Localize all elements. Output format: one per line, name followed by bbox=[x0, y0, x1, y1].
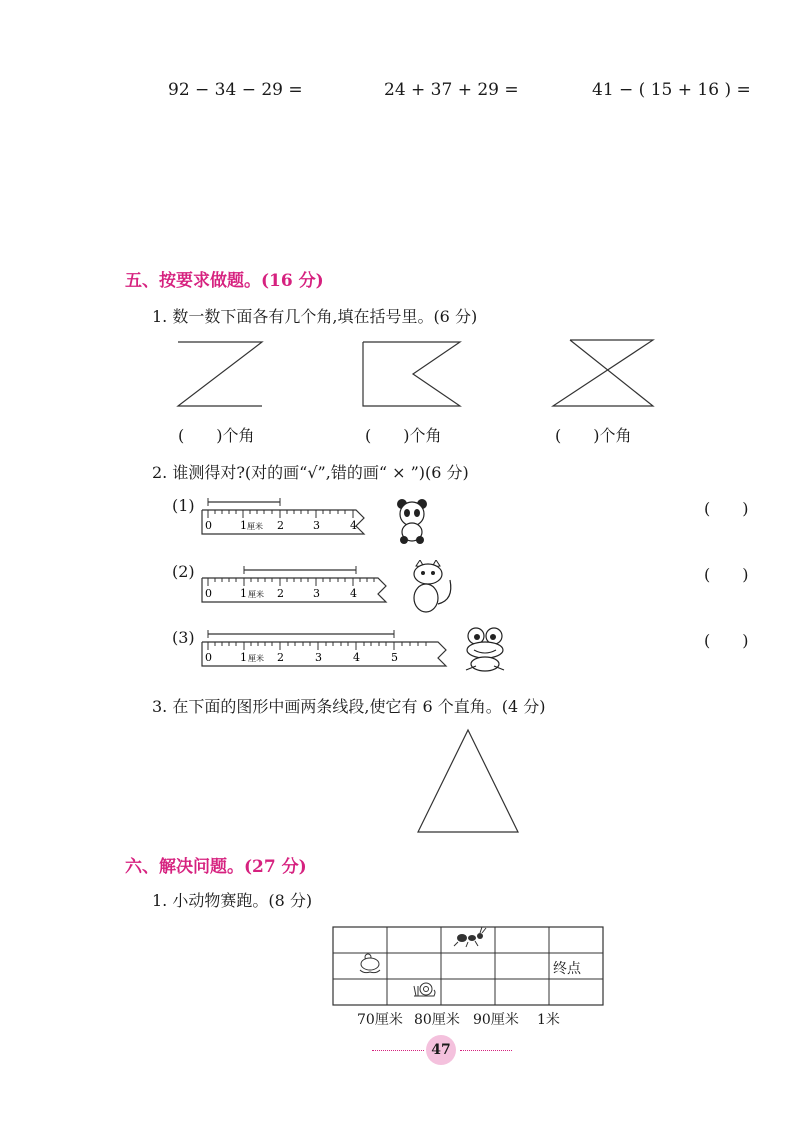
answer-blank-3[interactable]: ( )个角 bbox=[555, 426, 632, 445]
expression-1: 92 − 34 − 29 = bbox=[168, 80, 303, 100]
ruler-2-tick-1: 1 bbox=[240, 587, 247, 600]
ruler-1-tick-3: 3 bbox=[313, 519, 320, 532]
cat-illustration bbox=[406, 560, 458, 614]
ruler-2-tick-3: 3 bbox=[313, 587, 320, 600]
ruler-2-tick-0: 0 bbox=[205, 587, 212, 600]
ruler-1-tick-2: 2 bbox=[277, 519, 284, 532]
ruler-1-tick-1: 1 bbox=[240, 519, 247, 532]
ruler-3-tick-0: 0 bbox=[205, 651, 212, 664]
distance-label-70cm: 70厘米 bbox=[357, 1012, 403, 1028]
answer-paren-2[interactable]: ( ) bbox=[704, 565, 749, 584]
ruler-2-tick-4: 4 bbox=[350, 587, 357, 600]
finish-label: 终点 bbox=[553, 961, 581, 977]
ruler-2-unit: 厘米 bbox=[248, 590, 264, 599]
expression-3: 41 − ( 15 + 16 ) = bbox=[592, 80, 751, 100]
caterpillar-illustration bbox=[360, 954, 380, 973]
ruler-1-tick-0: 0 bbox=[205, 519, 212, 532]
distance-label-1m: 1米 bbox=[537, 1012, 560, 1028]
item-label-3: (3) bbox=[172, 628, 195, 647]
question-5-1-prompt: 1. 数一数下面各有几个角,填在括号里。(6 分) bbox=[152, 307, 478, 326]
ant-illustration bbox=[454, 927, 486, 947]
answer-blank-2[interactable]: ( )个角 bbox=[365, 426, 442, 445]
expression-2: 24 + 37 + 29 = bbox=[384, 80, 519, 100]
question-5-2-prompt: 2. 谁测得对?(对的画“√”,错的画“ × ”)(6 分) bbox=[152, 463, 469, 482]
footer-rule-right bbox=[460, 1050, 512, 1051]
item-label-1: (1) bbox=[172, 496, 195, 515]
ruler-1 bbox=[198, 496, 373, 544]
distance-label-90cm: 90厘米 bbox=[473, 1012, 519, 1028]
distance-label-80cm: 80厘米 bbox=[414, 1012, 460, 1028]
frog-illustration bbox=[460, 626, 512, 674]
question-5-3-prompt: 3. 在下面的图形中画两条线段,使它有 6 个直角。(4 分) bbox=[152, 697, 546, 716]
answer-paren-1[interactable]: ( ) bbox=[704, 499, 749, 518]
panda-illustration bbox=[394, 496, 430, 544]
ruler-3-tick-3: 3 bbox=[315, 651, 322, 664]
footer-rule-left bbox=[372, 1050, 424, 1051]
ruler-3-tick-2: 2 bbox=[277, 651, 284, 664]
ruler-3-unit: 厘米 bbox=[248, 654, 264, 663]
page-number: 47 bbox=[426, 1035, 456, 1065]
question-6-1-prompt: 1. 小动物赛跑。(8 分) bbox=[152, 891, 313, 910]
triangle-figure bbox=[410, 726, 526, 838]
ruler-2 bbox=[198, 562, 393, 612]
item-label-2: (2) bbox=[172, 562, 195, 581]
section-5-title: 五、按要求做题。(16 分) bbox=[125, 271, 324, 291]
ruler-3-tick-1: 1 bbox=[240, 651, 247, 664]
section-6-title: 六、解决问题。(27 分) bbox=[125, 857, 307, 877]
ruler-1-unit: 厘米 bbox=[247, 522, 263, 531]
hourglass-figure bbox=[545, 336, 660, 410]
z-shape-figure bbox=[170, 338, 270, 410]
ruler-3-tick-4: 4 bbox=[353, 651, 360, 664]
snail-illustration bbox=[414, 983, 435, 996]
ruler-3 bbox=[198, 628, 453, 676]
ruler-3-tick-5: 5 bbox=[391, 651, 398, 664]
notched-square-figure bbox=[355, 338, 470, 410]
answer-paren-3[interactable]: ( ) bbox=[704, 631, 749, 650]
answer-blank-1[interactable]: ( )个角 bbox=[178, 426, 255, 445]
ruler-2-tick-2: 2 bbox=[277, 587, 284, 600]
ruler-1-tick-4: 4 bbox=[350, 519, 357, 532]
